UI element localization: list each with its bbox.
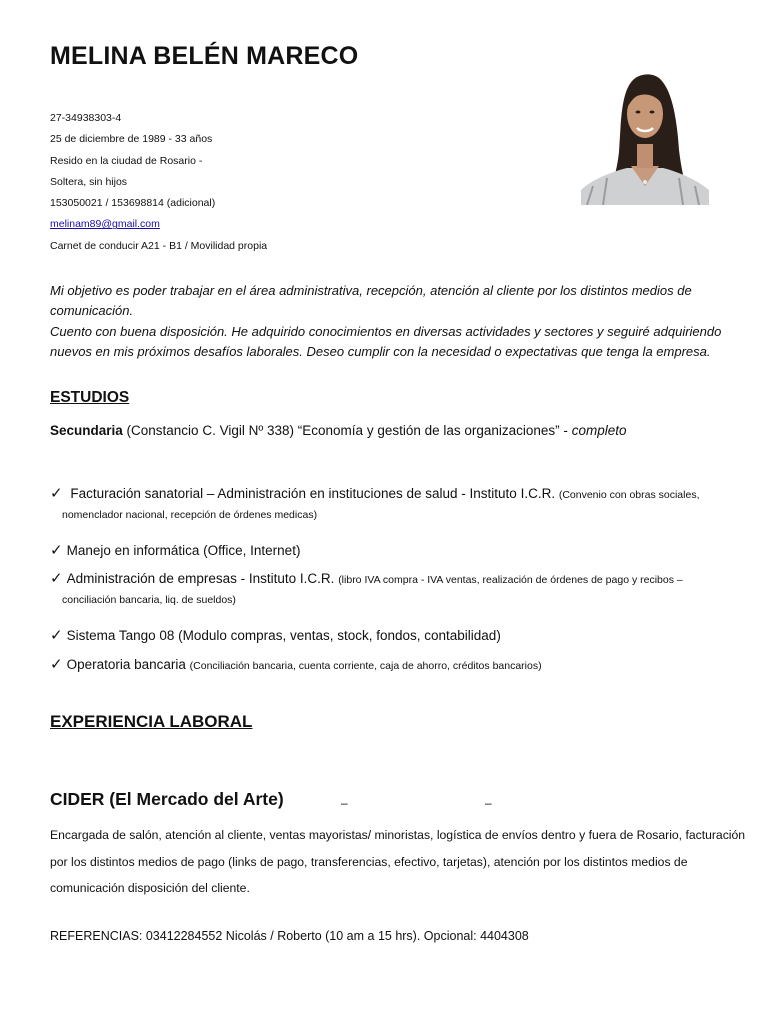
secundaria-status: completo — [571, 423, 627, 438]
objective-paragraph-2: Cuento con buena disposición. He adquirido conocimientos en diversas actividades y sectores y seguiré adquiriendo nuevos en mis próximos desafíos laborales. Deseo cumplir con la necesidad o expectativas que tenga la empresa. — [50, 323, 722, 359]
course-detail: (libro IVA compra - IVA ventas, realización de órdenes de pago y recibos – — [338, 574, 683, 586]
course-title: Sistema Tango 08 (Modulo compras, ventas, stock, fondos, contabilidad) — [66, 628, 501, 643]
check-icon: ✓ — [50, 485, 63, 502]
references: REFERENCIAS: 03412284552 Nicolás / Roberto (10 am a 15 hrs). Opcional: 4404308 — [50, 929, 529, 943]
marital-status: Soltera, sin hijos — [50, 175, 128, 188]
secundaria-detail: (Constancio C. Vigil Nº 338) “Economía y gestión de las organizaciones” - — [122, 423, 572, 438]
date-separator: – — [485, 796, 492, 810]
check-icon: ✓ — [50, 627, 63, 644]
personal-info — [50, 108, 267, 257]
secundaria-label: Secundaria — [50, 423, 123, 438]
course-detail-cont: nomenclador nacional, recepción de órdenes medicas) — [62, 509, 318, 521]
course-title: Manejo en informática (Office, Internet) — [66, 543, 301, 558]
date-separator: – — [341, 796, 348, 810]
id-number: 27-34938303-4 — [50, 112, 122, 124]
profile-photo-illustration — [581, 62, 709, 205]
course-detail: (Conciliación bancaria, cuenta corriente, caja de ahorro, créditos bancarios) — [189, 660, 542, 672]
profile-photo — [581, 62, 709, 205]
list-item — [50, 484, 750, 521]
email-link[interactable]: melinam89@gmail.com — [50, 218, 160, 231]
check-icon: ✓ — [50, 656, 63, 673]
residence: Resido en la ciudad de Rosario - — [50, 154, 203, 167]
course-detail: (Convenio con obras sociales, — [558, 489, 700, 501]
objective-section — [50, 281, 750, 362]
list-item — [50, 569, 750, 606]
list-item — [50, 655, 750, 673]
birth-date: 25 de diciembre de 1989 - 33 años — [50, 133, 213, 146]
check-icon: ✓ — [50, 570, 63, 587]
course-title: Operatoria bancaria — [66, 657, 190, 672]
list-item — [50, 541, 750, 559]
experiencia-heading: EXPERIENCIA LABORAL — [50, 712, 253, 731]
driver-license: Carnet de conducir A21 - B1 / Movilidad propia — [50, 239, 268, 252]
check-icon: ✓ — [50, 542, 63, 559]
course-title: Administración de empresas - Instituto I.C.R. — [66, 571, 339, 586]
objective-paragraph-1: Mi objetivo es poder trabajar en el área administrativa, recepción, atención al cliente por los distintos medios de comunicación. — [50, 283, 692, 319]
phone-numbers: 153050021 / 153698814 (adicional) — [50, 197, 216, 210]
secondary-education — [50, 423, 626, 438]
course-title: Facturación sanatorial – Administración en instituciones de salud - Instituto I.C.R. — [66, 486, 559, 501]
list-item — [50, 626, 750, 644]
course-detail-cont: conciliación bancaria, liq. de sueldos) — [62, 594, 236, 606]
job-description: Encargada de salón, atención al cliente, ventas mayoristas/ minoristas, logística de envíos dentro y fuera de Rosario, facturación por los distintos medios de pago (links de pago, transferencias, efectivo, tarjetas), atención por los distintos medios de comunicación disposición del cliente. — [50, 828, 746, 895]
candidate-name: MELINA BELÉN MARECO — [50, 42, 359, 70]
estudios-heading: ESTUDIOS — [50, 389, 130, 406]
job-title: CIDER (El Mercado del Arte) — [50, 789, 284, 809]
